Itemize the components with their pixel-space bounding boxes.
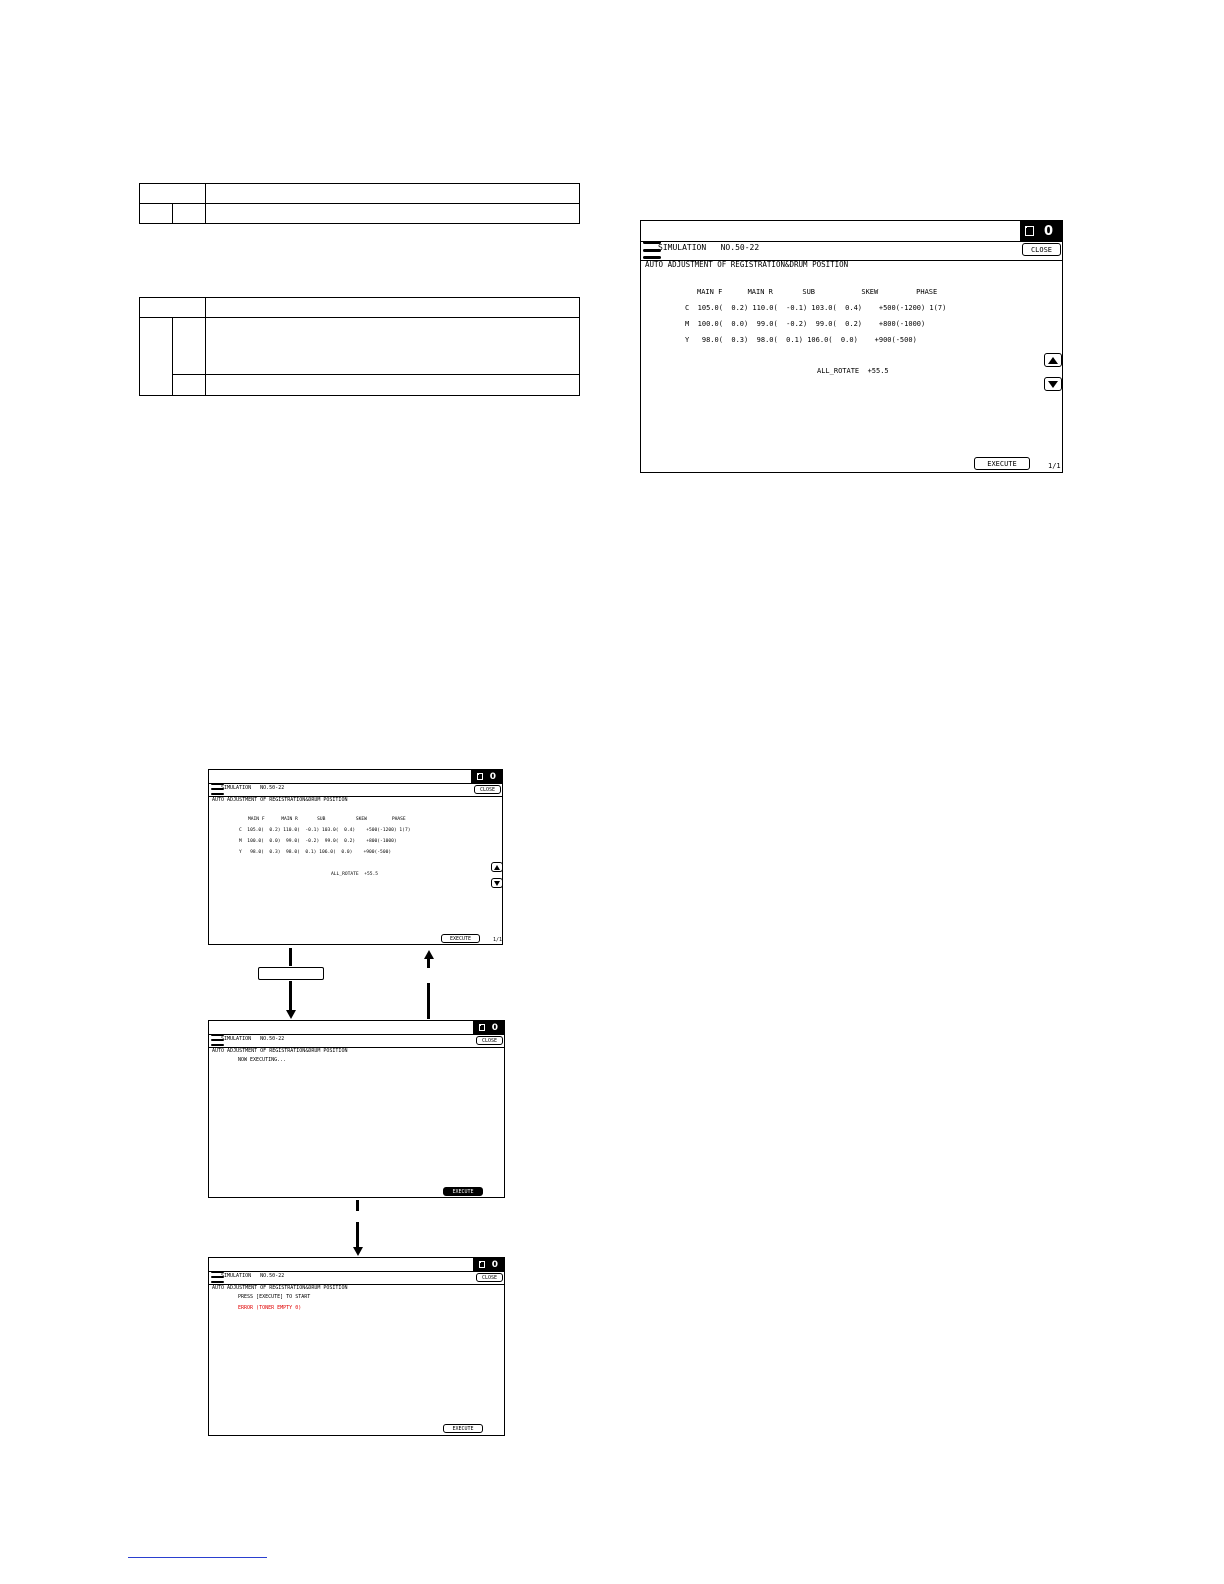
execute-key-label: [258, 967, 324, 980]
page-indicator: 1/1: [493, 937, 503, 943]
counter-value: 0: [489, 771, 496, 782]
flow-arrow-down: [289, 948, 292, 966]
flow-arrow-down: [356, 1200, 359, 1211]
sim-screen-large: [640, 220, 1063, 473]
arrow-head-down: [353, 1247, 363, 1256]
table-rule: [172, 317, 173, 396]
column-header: MAIN F MAIN R SUB SKEW PHASE: [248, 817, 406, 822]
simulation-title: SIMULATION NO.50-22: [221, 1273, 285, 1279]
execute-button[interactable]: EXECUTE: [441, 934, 480, 943]
flow-arrow-down: [356, 1222, 359, 1248]
simulation-title: SIMULATION NO.50-22: [221, 785, 285, 791]
data-row-c: C 105.0( 0.2) 110.0( -0.1) 103.0( 0.4) +500(-1200) 1(7): [685, 304, 947, 312]
copy-counter: [473, 1258, 504, 1271]
table-rule: [172, 203, 173, 224]
arrow-down-icon: [1048, 381, 1058, 388]
data-row-y: Y 98.0( 0.3) 98.0( 0.1) 106.0( 0.0) +900(-500): [239, 850, 392, 855]
simulation-title: SIMULATION NO.50-22: [221, 1036, 285, 1042]
execute-button[interactable]: EXECUTE: [974, 457, 1030, 470]
close-button[interactable]: CLOSE: [476, 1036, 503, 1045]
footer-link-rule: [128, 1557, 267, 1558]
prompt-text: PRESS [EXECUTE] TO START: [238, 1294, 311, 1300]
flow-arrow-down: [289, 981, 292, 1011]
page-indicator: 1/1: [1048, 462, 1061, 470]
scroll-down-button[interactable]: [1044, 377, 1062, 391]
copy-icon: [479, 1261, 485, 1268]
scroll-up-button[interactable]: [491, 862, 503, 872]
rotate-value: ALL_ROTATE +55.5: [817, 367, 889, 375]
execute-button[interactable]: EXECUTE: [443, 1424, 483, 1433]
table-rule: [205, 297, 206, 396]
copy-counter: [473, 1021, 504, 1034]
data-row-c: C 105.0( 0.2) 110.0( -0.1) 103.0( 0.4) +500(-1200) 1(7): [239, 828, 411, 833]
data-row-m: M 100.0( 0.0) 99.0( -0.2) 99.0( 0.2) +800(-1000): [239, 839, 397, 844]
copy-counter: [1020, 221, 1062, 241]
arrow-head-down: [286, 1010, 296, 1019]
screen-heading: AUTO ADJUSTMENT OF REGISTRATION&DRUM POSITION: [212, 1048, 348, 1054]
copy-counter: [471, 770, 502, 783]
scroll-up-button[interactable]: [1044, 353, 1062, 367]
status-text: NOW EXECUTING...: [238, 1057, 287, 1063]
flow-arrow-up: [427, 983, 430, 1019]
screen-heading: AUTO ADJUSTMENT OF REGISTRATION&DRUM POSITION: [212, 797, 348, 803]
copy-icon: [1025, 226, 1034, 236]
data-row-m: M 100.0( 0.0) 99.0( -0.2) 99.0( 0.2) +800(-1000): [685, 320, 926, 328]
error-message: ERROR (TONER EMPTY 0): [238, 1305, 302, 1311]
table-rule: [205, 183, 206, 224]
rotate-value: ALL_ROTATE +55.5: [331, 872, 379, 877]
copy-icon: [477, 773, 483, 780]
execute-button[interactable]: EXECUTE: [443, 1187, 483, 1196]
simulation-title: SIMULATION NO.50-22: [658, 243, 760, 252]
arrow-up-icon: [494, 865, 500, 870]
scroll-down-button[interactable]: [491, 878, 503, 888]
screen-heading: AUTO ADJUSTMENT OF REGISTRATION&DRUM POSITION: [212, 1285, 348, 1291]
copy-icon: [479, 1024, 485, 1031]
flow-arrow-up: [427, 958, 430, 968]
arrow-down-icon: [494, 881, 500, 886]
close-button[interactable]: CLOSE: [474, 785, 501, 794]
close-button[interactable]: CLOSE: [476, 1273, 503, 1282]
sim-screen-error: [208, 1257, 505, 1436]
close-button[interactable]: CLOSE: [1022, 243, 1061, 256]
screen-heading: AUTO ADJUSTMENT OF REGISTRATION&DRUM POSITION: [645, 260, 849, 269]
data-row-y: Y 98.0( 0.3) 98.0( 0.1) 106.0( 0.0) +900(-500): [685, 336, 917, 344]
counter-value: 0: [491, 1022, 498, 1033]
counter-value: 0: [491, 1259, 498, 1270]
counter-value: 0: [1043, 223, 1053, 239]
sim-screen-executing: [208, 1020, 505, 1198]
column-header: MAIN F MAIN R SUB SKEW PHASE: [697, 288, 938, 296]
arrow-up-icon: [1048, 357, 1058, 364]
table-rule: [172, 374, 580, 375]
sim-screen-result: [208, 769, 503, 945]
